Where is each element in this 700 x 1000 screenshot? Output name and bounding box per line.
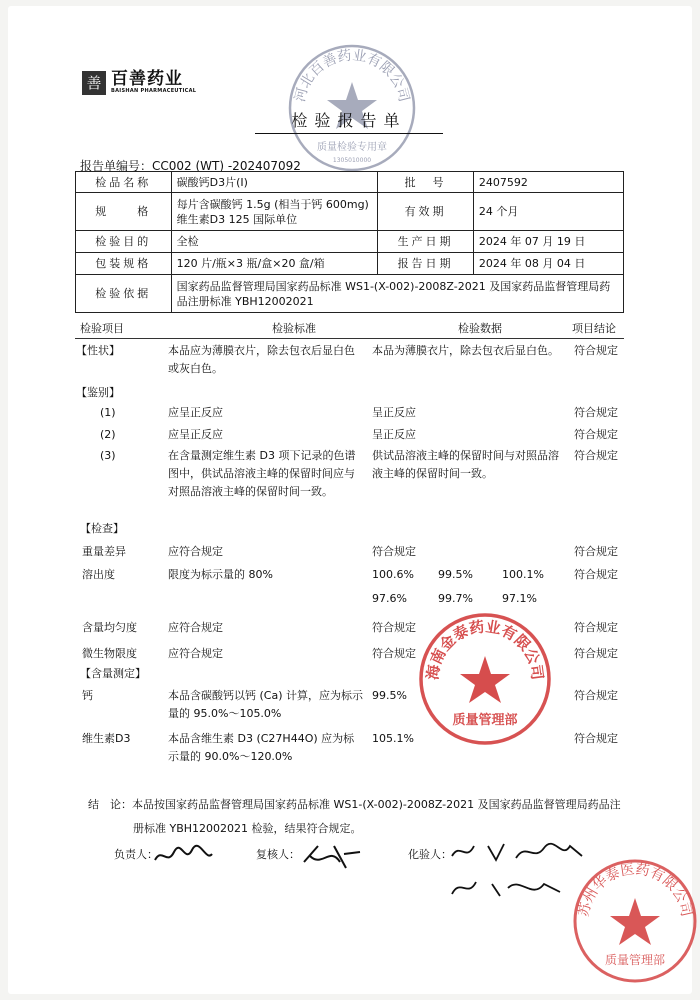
traits-data: 本品为薄膜衣片，除去包衣后显白色。: [372, 344, 559, 357]
dissolution-v5: 99.7%: [438, 592, 473, 605]
section-ident: 【鉴别】: [76, 386, 120, 399]
microbe-result: 符合规定: [574, 647, 618, 660]
conclusion-line-2: 册标准 YBH12002021 检验，结果符合规定。: [133, 822, 362, 835]
qa-seal-bottom: [570, 856, 700, 986]
ident-3-result: 符合规定: [574, 449, 618, 462]
section-check: 【检查】: [80, 522, 124, 535]
dissolution-name: 溶出度: [82, 568, 115, 581]
ca-result: 符合规定: [574, 689, 618, 702]
dissolution-v1: 100.6%: [372, 568, 414, 581]
ca-standard: 本品含碳酸钙以钙 (Ca) 计算，应为标示量的 95.0%～105.0%: [168, 689, 363, 720]
dissolution-v4: 97.6%: [372, 592, 407, 605]
microbe-name: 微生物限度: [82, 647, 137, 660]
vd-standard: 本品含维生素 D3 (C27H44O) 应为标示量的 90.0%～120.0%: [168, 732, 355, 763]
purpose-label: 检验目的: [76, 231, 172, 253]
batch-number: 2407592: [473, 172, 623, 193]
weight-result: 符合规定: [574, 545, 618, 558]
spec-line-2: 维生素D3 125 国际单位: [176, 212, 298, 226]
company-name-en: BAISHAN PHARMACEUTICAL: [111, 88, 197, 94]
ident-1-data: 呈正反应: [372, 406, 416, 419]
report-date-label: 报告日期: [378, 253, 474, 275]
svg-text:质量管理部: 质量管理部: [452, 713, 518, 728]
responsible-signature: [152, 842, 216, 872]
svg-text:质量检验专用章: 质量检验专用章: [317, 142, 387, 153]
uniformity-standard: 应符合规定: [168, 621, 223, 634]
dissolution-v3: 100.1%: [502, 568, 544, 581]
svg-text:海南金泰药业有限公司: 海南金泰药业有限公司: [423, 617, 547, 681]
microbe-standard: 应符合规定: [168, 647, 223, 660]
header-data: 检验数据: [458, 322, 502, 335]
dissolution-v6: 97.1%: [502, 592, 537, 605]
spec-line-1: 每片含碳酸钙 1.5g (相当于钙 600mg): [176, 197, 369, 211]
basis-value: 国家药品监督管理局国家药品标准 WS1-(X-002)-2008Z-2021 及国家药品监督管理局药品注册标准 YBH12002021: [171, 275, 623, 313]
spec-label: 规 格: [76, 193, 172, 231]
uniformity-result: 符合规定: [574, 621, 618, 634]
ca-name: 钙: [82, 689, 93, 702]
pack-value: 120 片/瓶×3 瓶/盒×20 盒/箱: [171, 253, 378, 275]
conclusion-line-1: 结 论：本品按国家药品监督管理局国家药品标准 WS1-(X-002)-2008Z-2021 及国家药品监督管理局药品注: [88, 798, 621, 811]
company-name: 百善药业: [111, 69, 183, 89]
report-number: 报告单编号：CC002 (WT) -202407092: [80, 159, 301, 173]
uniformity-name: 含量均匀度: [82, 621, 137, 634]
dissolution-standard: 限度为标示量的 80%: [168, 568, 273, 581]
inspector-signature-1: [448, 838, 588, 872]
report-date: 2024 年 08 月 04 日: [473, 253, 623, 275]
svg-text:苏州华泰医药有限公司: 苏州华泰医药有限公司: [575, 861, 695, 919]
uniformity-data: 符合规定: [372, 621, 416, 634]
weight-name: 重量差异: [82, 545, 126, 558]
section-traits: 【性状】: [76, 344, 120, 357]
reviewer-label: 复核人：: [256, 848, 300, 861]
ident-2-no: (2): [100, 428, 116, 441]
traits-standard: 本品应为薄膜衣片，除去包衣后显白色或灰白色。: [168, 344, 355, 375]
vd-data: 105.1%: [372, 732, 414, 745]
inspector-signature-2: [448, 874, 568, 908]
report-title: 检验报告单: [255, 108, 443, 134]
header-conclusion: 项目结论: [572, 322, 616, 335]
microbe-data: 符合规定: [372, 647, 416, 660]
product-name: 碳酸钙D3片(Ⅰ): [171, 172, 378, 193]
purpose-value: 全检: [171, 231, 378, 253]
svg-text:河北百善药业有限公司: 河北百善药业有限公司: [292, 47, 412, 104]
weight-standard: 应符合规定: [168, 545, 223, 558]
ca-data: 99.5%: [372, 689, 407, 702]
ident-2-result: 符合规定: [574, 428, 618, 441]
pack-label: 包装规格: [76, 253, 172, 275]
ident-3-standard: 在含量测定维生素 D3 项下记录的色谱图中，供试品溶液主峰的保留时间应与对照品溶液主峰的保留时间一致。: [168, 449, 356, 498]
vd-name: 维生素D3: [82, 732, 131, 745]
ident-1-standard: 应呈正反应: [168, 406, 223, 419]
svg-text:质量管理部: 质量管理部: [604, 953, 666, 967]
header-item: 检验项目: [80, 322, 124, 335]
mfg-date: 2024 年 07 月 19 日: [473, 231, 623, 253]
qa-seal-middle: [414, 608, 556, 750]
ident-3-data: 供试品溶液主峰的保留时间与对照品溶液主峰的保留时间一致。: [372, 449, 559, 480]
header-divider: [75, 338, 624, 339]
dissolution-result: 符合规定: [574, 568, 618, 581]
ident-2-data: 呈正反应: [372, 428, 416, 441]
reviewer-signature: [300, 842, 364, 876]
product-name-label: 检品名称: [76, 172, 172, 193]
logo-icon: 善: [82, 71, 106, 95]
expiry-value: 24 个月: [473, 193, 623, 231]
basis-label: 检验依据: [76, 275, 172, 313]
responsible-label: 负责人：: [114, 848, 158, 861]
ident-1-result: 符合规定: [574, 406, 618, 419]
company-logo: [82, 70, 196, 95]
spec-value: [171, 193, 378, 231]
mfg-date-label: 生产日期: [378, 231, 474, 253]
dissolution-v2: 99.5%: [438, 568, 473, 581]
header-standard: 检验标准: [272, 322, 316, 335]
ident-1-no: (1): [100, 406, 116, 419]
batch-label: 批 号: [378, 172, 474, 193]
ident-2-standard: 应呈正反应: [168, 428, 223, 441]
inspector-label: 化验人：: [408, 848, 452, 861]
svg-text:1305010000: 1305010000: [332, 157, 372, 164]
ident-3-no: (3): [100, 449, 116, 462]
vd-result: 符合规定: [574, 732, 618, 745]
traits-result: 符合规定: [574, 344, 618, 357]
weight-data: 符合规定: [372, 545, 416, 558]
section-assay: 【含量测定】: [80, 667, 146, 680]
expiry-label: 有效期: [378, 193, 474, 231]
product-info-table: [75, 171, 624, 313]
